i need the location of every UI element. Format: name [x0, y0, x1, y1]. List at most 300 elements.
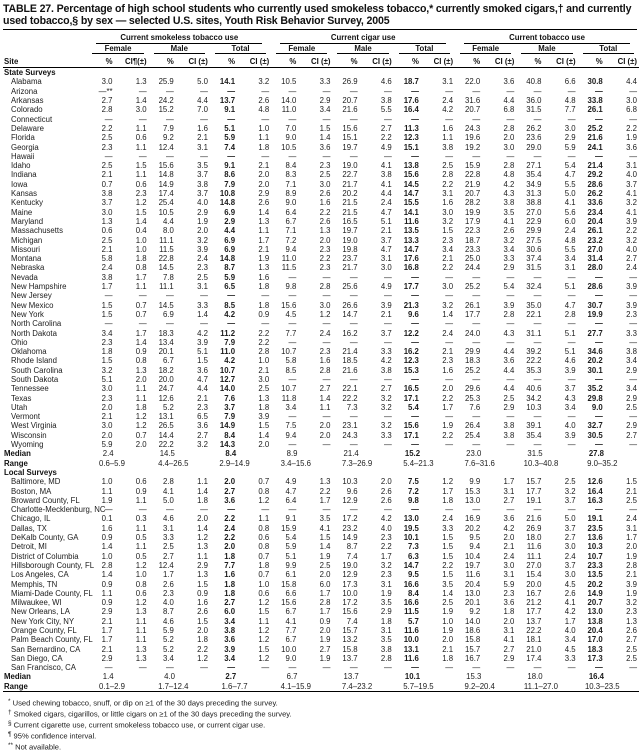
value-cell: 8.4 [285, 161, 297, 171]
value-cell: 9.9 [285, 560, 297, 570]
value-cell: — [629, 374, 637, 384]
value-cell: 0.7 [258, 551, 270, 561]
sub-header: Total [210, 44, 271, 54]
table-row [3, 589, 639, 598]
site-cell: New York [11, 309, 44, 319]
value-cell: 10.0 [403, 635, 419, 645]
value-cell: 14.9 [158, 179, 174, 189]
table-row [3, 347, 639, 356]
value-cell: 2.7 [503, 495, 515, 505]
value-cell: — [322, 319, 331, 329]
value-cell: 1.5 [101, 300, 113, 310]
table-row [3, 477, 639, 486]
value-cell: 30.7 [587, 300, 603, 310]
value-cell: 9.5 [469, 533, 481, 543]
value-cell: 1.9 [442, 626, 454, 635]
table-row [3, 198, 639, 207]
footnote: * Used chewing tobacco, snuff, or dip on ≥1 of the 30 days preceding the survey. [8, 698, 278, 708]
value-cell: 1.8 [258, 282, 270, 292]
table-row [3, 598, 639, 607]
value-cell: 25.0 [465, 254, 481, 264]
value-cell: 31.1 [526, 328, 542, 338]
range-value: 4.4–26.5 [158, 458, 189, 468]
value-cell: — [411, 374, 419, 384]
value-cell: 4.8 [564, 235, 576, 245]
value-cell: 1.4 [319, 393, 331, 403]
value-cell: 2.1 [258, 365, 270, 375]
value-cell: 2.3 [101, 393, 113, 403]
value-cell: 26.9 [342, 77, 358, 87]
value-cell: 17.0 [587, 635, 603, 645]
value-cell: 7.4 [346, 616, 358, 626]
value-cell: 7.1 [285, 226, 297, 236]
sub-header: Male [149, 44, 210, 54]
value-cell: 20.2 [465, 523, 481, 533]
site-cell: San Diego, CA [11, 653, 63, 663]
median-value: 18.0 [527, 672, 543, 682]
value-cell: 13.0 [465, 588, 481, 598]
table-row [3, 263, 639, 272]
value-cell: 2.1 [442, 347, 454, 357]
value-cell: 2.4 [442, 96, 454, 106]
value-cell: 1.8 [442, 495, 454, 505]
value-cell: — [322, 505, 331, 515]
value-cell: 2.9 [564, 133, 576, 143]
value-cell: 1.5 [197, 616, 208, 626]
value-cell: — [322, 412, 331, 422]
value-cell: 3.0 [258, 374, 270, 384]
value-cell: — [533, 374, 542, 384]
median-value: 13.7 [343, 672, 359, 682]
value-cell: 31.4 [587, 254, 603, 264]
table-body [3, 68, 639, 692]
value-cell: 1.3 [319, 477, 331, 487]
value-cell: 2.1 [101, 244, 113, 254]
value-cell: 2.3 [135, 189, 147, 199]
value-cell: 11.1 [526, 551, 542, 561]
value-cell: 7.6 [469, 402, 481, 412]
value-cell: 3.0 [101, 77, 113, 87]
table-row [3, 514, 639, 523]
value-cell: 23.3 [587, 560, 603, 570]
median-row [3, 672, 639, 681]
value-cell: 11.6 [404, 216, 419, 226]
value-cell: 1.7 [564, 616, 576, 626]
value-cell: 1.6 [197, 123, 208, 133]
value-cell: 22.3 [465, 226, 481, 236]
value-cell: 2.2 [626, 123, 637, 133]
site-cell: South Carolina [11, 365, 63, 375]
value-cell: — [288, 663, 297, 673]
value-cell: 5.1 [564, 347, 576, 357]
value-cell: 0.9 [135, 486, 147, 496]
site-cell: Nebraska [11, 263, 45, 273]
value-cell: 5.4 [285, 533, 297, 543]
value-cell: — [322, 663, 331, 673]
value-cell: 3.9 [626, 282, 637, 292]
value-cell: 22.2 [526, 356, 542, 366]
value-cell: — [567, 412, 576, 422]
value-cell: — [349, 440, 358, 450]
value-cell: 15.1 [403, 142, 419, 152]
value-cell: 3.4 [564, 402, 576, 412]
site-cell: Texas [11, 393, 32, 403]
value-cell: 2.0 [197, 626, 208, 635]
value-cell: 12.2 [403, 328, 419, 338]
value-cell: 0.9 [101, 598, 113, 608]
value-cell: — [629, 337, 637, 347]
value-cell: 2.2 [258, 328, 270, 338]
value-cell: 1.8 [224, 588, 236, 598]
value-cell: 2.0 [258, 179, 270, 189]
value-cell: — [411, 114, 419, 124]
value-cell: 29.2 [587, 170, 603, 180]
value-cell: 3.4 [626, 384, 637, 394]
value-cell: 6.8 [503, 105, 515, 115]
sex-header-row [3, 44, 639, 54]
value-cell: — [322, 151, 331, 161]
value-cell: — [567, 86, 576, 96]
value-cell: 14.7 [342, 309, 358, 319]
value-cell: 4.4 [380, 189, 392, 199]
value-cell: 2.5 [258, 384, 270, 394]
value-cell: 15.6 [342, 123, 358, 133]
value-cell: 11.0 [281, 254, 297, 264]
value-cell: 29.9 [526, 226, 542, 236]
value-cell: 1.8 [503, 607, 515, 617]
value-cell: 1.2 [442, 477, 454, 487]
value-cell: 4.0 [197, 198, 208, 208]
value-cell: 2.0 [380, 477, 392, 487]
value-cell: 1.4 [135, 96, 147, 106]
value-cell: — [165, 319, 174, 329]
table-row [3, 170, 639, 179]
value-cell: 2.9 [224, 216, 236, 226]
value-cell: 1.6 [442, 198, 454, 208]
table-row [3, 394, 639, 403]
value-cell: 21.4 [342, 347, 358, 357]
value-cell: 16.6 [403, 598, 419, 608]
site-header: Site [3, 54, 87, 68]
table-row [3, 115, 639, 124]
value-cell: 2.5 [101, 235, 113, 245]
value-cell: — [567, 505, 576, 515]
value-cell: 17.4 [158, 189, 174, 199]
range-value: 4.1–15.9 [271, 682, 332, 692]
value-cell: 2.4 [626, 263, 637, 273]
value-cell: 2.6 [258, 96, 270, 106]
value-cell: 5.1 [224, 123, 236, 133]
value-cell: 4.1 [503, 216, 515, 226]
value-cell: — [288, 505, 297, 515]
value-cell: 18.5 [342, 356, 358, 366]
value-cell: 1.2 [135, 421, 147, 431]
value-cell: 25.2 [465, 282, 481, 292]
value-cell: 14.5 [158, 300, 174, 310]
footnote: ¶ 95% confidence interval. [8, 730, 97, 741]
value-cell: 31.6 [465, 96, 481, 106]
value-cell: 18.7 [465, 235, 481, 245]
value-cell: 10.7 [587, 551, 603, 561]
value-cell: 15.6 [342, 607, 358, 617]
value-cell: 15.5 [403, 198, 419, 208]
value-cell: 1.2 [258, 635, 270, 645]
value-cell: 15.6 [281, 300, 297, 310]
value-cell: 13.7 [526, 616, 542, 626]
value-cell: 1.2 [135, 598, 147, 608]
range-value: 7.6–31.6 [464, 458, 495, 468]
value-cell: 9.6 [408, 309, 419, 319]
value-cell: — [165, 86, 174, 96]
value-cell: 0.6 [135, 588, 147, 598]
value-cell: 4.7 [380, 207, 392, 217]
value-cell: 14.1 [403, 207, 419, 217]
value-cell: — [411, 440, 419, 450]
value-cell: — [165, 114, 174, 124]
table-row [3, 282, 639, 291]
col-header: CI (±) [303, 54, 332, 68]
value-cell: 6.9 [224, 207, 236, 217]
value-cell: 3.2 [258, 77, 270, 87]
value-cell: 6.0 [319, 579, 331, 589]
value-cell: 2.2 [258, 337, 270, 347]
value-cell: 6.0 [564, 216, 576, 226]
value-cell: — [445, 151, 454, 161]
value-cell: 4.8 [258, 105, 270, 115]
value-cell: 28.0 [587, 263, 603, 273]
value-cell: 13.7 [342, 653, 358, 663]
site-cell: Hillsborough County, FL [11, 560, 95, 570]
column-header-row [3, 54, 639, 68]
value-cell: 11.5 [404, 607, 419, 617]
value-cell: 11.6 [465, 570, 481, 580]
value-cell: 3.0 [319, 300, 331, 310]
value-cell: 3.9 [380, 300, 392, 310]
value-cell: 15.3 [403, 365, 419, 375]
value-cell: 1.9 [319, 551, 331, 561]
value-cell: 4.2 [380, 356, 392, 366]
table-row [3, 161, 639, 170]
value-cell: 29.0 [526, 142, 542, 152]
value-cell: 1.1 [258, 514, 270, 524]
value-cell: 3.6 [503, 514, 515, 524]
value-cell: 1.8 [258, 300, 270, 310]
value-cell: 3.2 [442, 216, 454, 226]
site-cell: Maine [11, 207, 33, 217]
site-cell: New Jersey [11, 291, 52, 301]
value-cell: 14.7 [403, 560, 419, 570]
value-cell: 2.5 [626, 495, 637, 505]
value-cell: 24.0 [465, 328, 481, 338]
value-cell: 5.7 [408, 616, 419, 626]
footnote-symbol: § [8, 719, 12, 727]
range-value: 10.3–40.8 [523, 458, 559, 468]
value-cell: 4.1 [285, 616, 297, 626]
value-cell: 15.1 [342, 133, 358, 143]
value-cell: 26.1 [587, 105, 603, 115]
value-cell: 14.8 [219, 198, 236, 208]
value-cell: — [594, 319, 603, 329]
site-cell: DeKalb County, GA [11, 533, 79, 543]
value-cell: — [138, 151, 147, 161]
value-cell: 12.4 [158, 142, 174, 152]
table-row [3, 487, 639, 496]
value-cell: — [322, 114, 331, 124]
table-row [3, 189, 639, 198]
value-cell: 3.2 [101, 365, 113, 375]
value-cell: 28.6 [587, 282, 603, 292]
value-cell: 3.0 [503, 142, 515, 152]
median-value: 10.1 [404, 672, 421, 682]
value-cell: 27.7 [587, 328, 603, 338]
value-cell: 9.0 [591, 402, 603, 412]
value-cell: 6.9 [224, 244, 236, 254]
value-cell: 3.8 [380, 96, 392, 106]
value-cell: 4.4 [224, 226, 236, 236]
site-cell: Florida [11, 133, 35, 143]
value-cell: 1.0 [135, 235, 147, 245]
value-cell: 5.9 [564, 142, 576, 152]
value-cell: 20.2 [587, 356, 603, 366]
value-cell: 6.6 [564, 77, 576, 87]
table-row [3, 273, 639, 282]
value-cell: 3.9 [626, 300, 637, 310]
value-cell: 33.8 [587, 96, 603, 106]
value-cell: 15.8 [281, 579, 297, 589]
value-cell: 5.0 [197, 77, 208, 87]
value-cell: 5.9 [224, 133, 236, 143]
value-cell: 8.6 [224, 170, 236, 180]
value-cell: 3.4 [564, 635, 576, 645]
value-cell: 1.1 [135, 626, 147, 635]
value-cell: 10.1 [403, 533, 419, 543]
value-cell: 20.2 [587, 579, 603, 589]
value-cell: 4.2 [380, 514, 392, 524]
value-cell: 2.2 [224, 533, 236, 543]
value-cell: 9.1 [224, 105, 236, 115]
value-cell: 3.8 [503, 421, 515, 431]
site-cell: New Mexico [11, 300, 54, 310]
value-cell: 5.0 [162, 495, 174, 505]
value-cell: 2.5 [626, 402, 637, 412]
value-cell: 7.7 [285, 328, 297, 338]
value-cell: — [261, 291, 270, 301]
value-cell: 2.8 [319, 598, 331, 608]
value-cell: 15.7 [465, 644, 481, 654]
value-cell: 1.1 [135, 170, 147, 180]
value-cell: 3.2 [197, 235, 208, 245]
value-cell: 9.4 [285, 244, 297, 254]
value-cell: — [288, 291, 297, 301]
value-cell: 28.6 [587, 179, 603, 189]
table-row [3, 245, 639, 254]
site-cell: Utah [11, 402, 28, 412]
value-cell: 0.6 [258, 533, 270, 543]
value-cell: 24.7 [158, 384, 174, 394]
value-cell: — [445, 86, 454, 96]
value-cell: 12.3 [403, 133, 419, 143]
value-cell: 1.9 [442, 607, 454, 617]
value-cell: 2.1 [197, 133, 208, 143]
value-cell: 6.9 [162, 309, 174, 319]
value-cell: 12.7 [219, 374, 236, 384]
value-cell: — [383, 374, 392, 384]
value-cell: — [349, 151, 358, 161]
section-label: Local Surveys [4, 467, 57, 477]
value-cell: — [445, 272, 454, 282]
value-cell: 14.4 [158, 430, 174, 440]
value-cell: — [288, 337, 297, 347]
value-cell: 21.4 [587, 161, 603, 171]
group-header-row [3, 31, 639, 44]
value-cell: 2.0 [197, 514, 208, 524]
value-cell: 8.9 [285, 189, 297, 199]
value-cell: 3.2 [380, 402, 392, 412]
value-cell: 9.1 [285, 514, 297, 524]
value-cell: 2.7 [626, 254, 637, 264]
value-cell: 1.7 [135, 328, 147, 338]
value-cell: 3.5 [380, 635, 392, 645]
value-cell: 1.5 [258, 607, 270, 617]
value-cell: 5.1 [564, 328, 576, 338]
table-row [3, 143, 639, 152]
value-cell: 10.3 [526, 402, 542, 412]
value-cell: 9.2 [469, 607, 481, 617]
section-label-row [3, 468, 639, 477]
value-cell: 11.5 [281, 263, 297, 273]
value-cell: — [227, 505, 236, 515]
value-cell: 13.5 [587, 570, 603, 580]
value-cell: — [383, 86, 392, 96]
value-cell: — [411, 291, 419, 301]
value-cell: 4.9 [380, 142, 392, 152]
value-cell: — [533, 86, 542, 96]
value-cell: 2.8 [503, 161, 515, 171]
value-cell: 35.3 [526, 365, 542, 375]
value-cell: — [567, 440, 576, 450]
value-cell: — [227, 114, 236, 124]
site-cell: Tennessee [11, 384, 49, 394]
value-cell: 33.6 [587, 198, 603, 208]
value-cell: 0.8 [135, 356, 147, 366]
value-cell: 25.2 [587, 123, 603, 133]
value-cell: 15.7 [526, 477, 542, 487]
value-cell: 5.2 [162, 635, 174, 645]
sub-header: Total [394, 44, 455, 54]
value-cell: 2.0 [503, 616, 515, 626]
value-cell: 3.0 [101, 207, 113, 217]
value-cell: — [594, 337, 603, 347]
value-cell: — [227, 151, 236, 161]
value-cell: 3.2 [380, 421, 392, 431]
site-cell: Arizona [11, 86, 38, 96]
value-cell: — [411, 151, 419, 161]
value-cell: 4.2 [224, 309, 236, 319]
value-cell: 34.6 [587, 347, 603, 357]
value-cell: 1.1 [135, 635, 147, 645]
value-cell: — [383, 272, 392, 282]
value-cell: 5.6 [564, 207, 576, 217]
value-cell: 13.0 [403, 514, 419, 524]
value-cell: 16.2 [403, 347, 419, 357]
value-cell: 1.5 [101, 356, 113, 366]
site-cell: Wisconsin [11, 430, 47, 440]
value-cell: — [629, 412, 637, 422]
value-cell: 3.1 [380, 626, 392, 635]
value-cell: 1.8 [258, 560, 270, 570]
value-cell: 7.3 [408, 542, 419, 552]
range-value: 5.7–19.5 [394, 682, 455, 692]
